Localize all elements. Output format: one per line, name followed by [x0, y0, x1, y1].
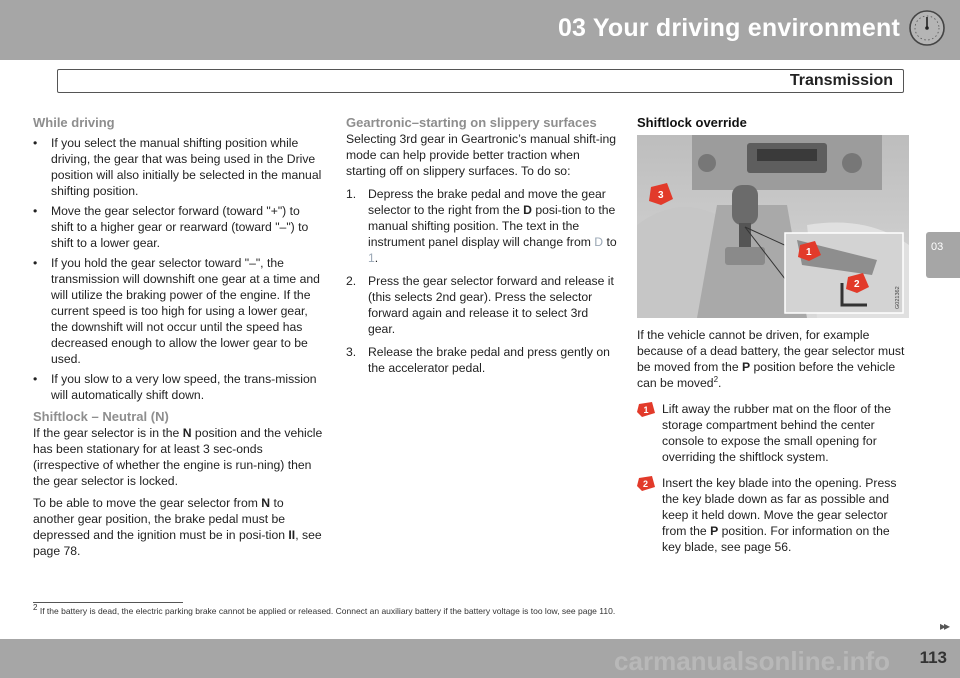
column-middle: [346, 115, 618, 376]
text-span: .: [718, 376, 722, 390]
text-span: .: [374, 251, 379, 265]
text-span: Press the gear selector forward and release it (this selects 2nd gear). Press the selector forward again and release it to select 3rd gear.: [368, 274, 614, 336]
gear-letter: N: [261, 496, 271, 510]
list-item: [33, 255, 325, 367]
bullet-text: If you select the manual shifting position while driving, the gear that was being used in the Drive position will also initially be selected in the manual shifting position.: [51, 136, 322, 198]
shiftlock-paragraph-1: [33, 425, 325, 489]
console-photo: [637, 135, 909, 318]
geartronic-heading: Geartronic–starting on slippery surfaces: [346, 115, 597, 130]
bullet-dot: •: [33, 204, 38, 218]
bullet-dot: •: [33, 372, 38, 386]
item-number: 1.: [346, 187, 357, 201]
bullet-text: Move the gear selector forward (toward "+") to shift to a higher gear or rearward (toward "–") to shift to a lower gear.: [51, 204, 309, 250]
footnote-text: If the battery is dead, the electric parking brake cannot be applied or released. Connect an auxiliary battery if the battery voltage is too low, see page 110.: [39, 606, 616, 616]
chapter-title: 03 Your driving environment: [557, 14, 900, 42]
text-span: If the vehicle cannot be driven, for example because of a dead battery, the gear selector must be moved from the: [637, 328, 905, 374]
section-bar: [57, 69, 904, 93]
gear-letter: P: [710, 524, 719, 538]
override-step-1: [637, 401, 909, 465]
display-letter: D: [594, 235, 604, 249]
shiftlock-neutral-heading: Shiftlock – Neutral (N): [33, 409, 169, 424]
text-span: position and the vehicle has been stationary for at least 3 sec-onds (irrespective of whether the engine is run-ning) then the gear selector is locked.: [33, 426, 323, 488]
list-item: [346, 186, 618, 266]
watermark: carmanualsonline.info: [614, 646, 890, 676]
list-item: [33, 135, 325, 199]
text-span: posi-tion to the manual shifting position. The text in the instrument panel display will change from: [368, 203, 616, 249]
page-number: 113: [919, 648, 947, 667]
list-item: [346, 344, 618, 376]
chapter-tab-label: 03: [931, 241, 944, 253]
photo-code: G021362: [895, 286, 901, 309]
text-span: Insert the key blade into the opening. Press the key blade down as far as possible and keep it held down. Move the gear selector from the: [662, 476, 897, 538]
column-left: [33, 115, 325, 559]
photo-badge-3: 3: [658, 190, 664, 201]
text-span: Depress the brake pedal and move the gear selector to the right from the: [368, 187, 606, 217]
section-title: Transmission: [789, 72, 893, 89]
gear-letter: D: [523, 203, 532, 217]
gear-letter: N: [182, 426, 192, 440]
override-step-2: [637, 475, 909, 555]
override-intro: [637, 327, 909, 391]
text-span: position. For information on the key blade, see page 56.: [662, 524, 890, 554]
next-page-arrows-icon[interactable]: ▸▸: [939, 619, 948, 633]
photo-badge-2: 2: [854, 279, 860, 290]
shiftlock-paragraph-2: [33, 495, 325, 559]
item-number: 3.: [346, 345, 357, 359]
side-tab-strip: [921, 60, 960, 650]
column-right: [637, 115, 909, 555]
bullet-text: If you hold the gear selector toward "–", the transmission will downshift one gear at a time and will utilize the braking power of the engine. If the current speed is too high for using a lower gear, the downshift will not occur until the speed has decreased enough to allow the lower gear to be used.: [51, 256, 320, 366]
step-badge-number: 1: [643, 405, 649, 415]
ignition-position: II: [288, 528, 296, 542]
text-span: to: [603, 235, 617, 249]
bullet-dot: •: [33, 256, 38, 270]
bullet-text: If you slow to a very low speed, the trans-mission will automatically shift down.: [51, 372, 317, 402]
gauge-icon: [908, 9, 946, 47]
step-badge-number: 2: [643, 479, 649, 489]
footnote-marker: 2: [713, 374, 719, 384]
step-badge-icon: [637, 476, 655, 491]
bullet-dot: •: [33, 136, 38, 150]
footnote-rule: [33, 602, 183, 603]
list-item: [33, 203, 325, 251]
chapter-tab[interactable]: [926, 232, 960, 278]
text-span: , see page 78.: [33, 528, 322, 558]
step-badge-icon: [637, 402, 655, 417]
text-span: Lift away the rubber mat on the floor of the storage compartment behind the center console to expose the small opening for overriding the shiftlock system.: [662, 402, 891, 464]
text-span: to another gear position, the brake pedal must be depressed and the ignition must be in posi-tion: [33, 496, 289, 542]
text-span: Release the brake pedal and press gently on the accelerator pedal.: [368, 345, 610, 375]
list-item: [346, 273, 618, 337]
gear-letter: P: [742, 360, 751, 374]
geartronic-intro: Selecting 3rd gear in Geartronic’s manual shift-ing mode can help provide better traction when starting off on slippery surfaces. To do so:: [346, 132, 617, 178]
text-span: To be able to move the gear selector from: [33, 496, 262, 510]
console-illustration: [637, 135, 909, 318]
footnote-number: 2: [33, 603, 38, 613]
item-number: 2.: [346, 274, 357, 288]
text-span: position before the vehicle can be moved: [637, 360, 896, 390]
footnote: [33, 603, 913, 617]
list-item: [33, 371, 325, 403]
photo-badge-1: 1: [806, 247, 812, 258]
while-driving-heading: While driving: [33, 115, 115, 130]
text-span: If the gear selector is in the: [33, 426, 183, 440]
shiftlock-override-heading: Shiftlock override: [637, 115, 747, 130]
display-letter: 1: [368, 251, 375, 265]
